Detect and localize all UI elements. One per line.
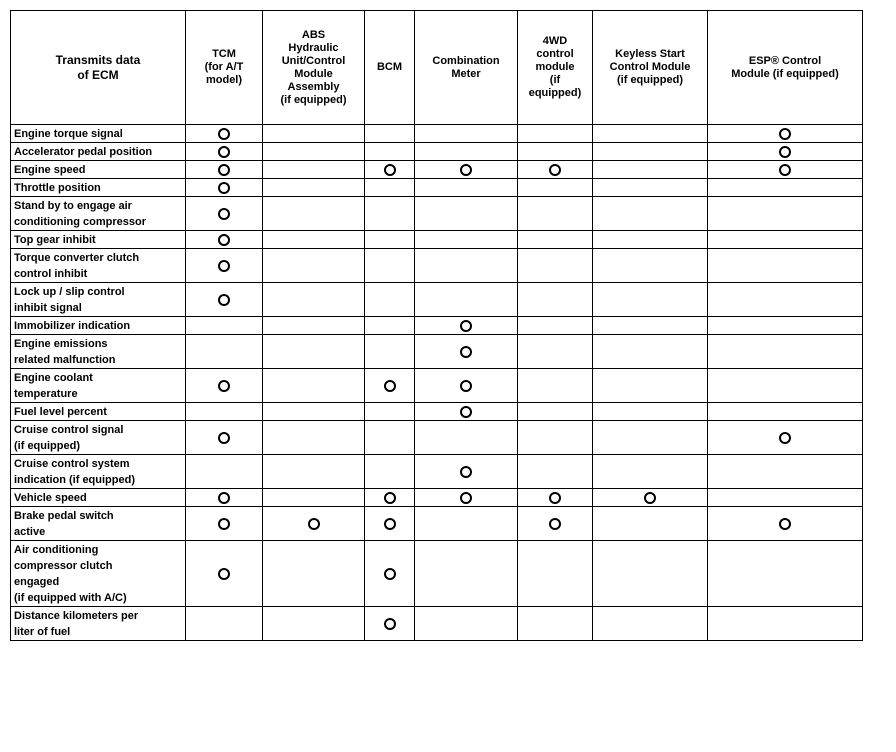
table-cell: [263, 607, 365, 641]
table-cell: [518, 283, 593, 317]
table-cell: [518, 489, 593, 507]
table-row: [11, 317, 863, 335]
circle-mark-icon: [384, 568, 396, 580]
column-header-transmits-data: Transmits data of ECM: [11, 11, 186, 125]
table-cell: [415, 143, 518, 161]
table-cell: [186, 197, 263, 231]
table-cell: [518, 161, 593, 179]
circle-mark-icon: [308, 518, 320, 530]
table-cell: [593, 179, 708, 197]
table-cell: [415, 335, 518, 369]
table-cell: [518, 197, 593, 231]
table-cell: [415, 179, 518, 197]
row-label: Immobilizer indication: [11, 317, 186, 335]
table-cell: [518, 317, 593, 335]
row-label: Accelerator pedal position: [11, 143, 186, 161]
table-cell: [263, 283, 365, 317]
table-row: [11, 125, 863, 143]
table-cell: [593, 125, 708, 143]
table-row: [11, 489, 863, 507]
circle-mark-icon: [384, 164, 396, 176]
table-cell: [186, 179, 263, 197]
table-cell: [593, 489, 708, 507]
circle-mark-icon: [779, 128, 791, 140]
table-cell: [518, 507, 593, 541]
table-cell: [518, 607, 593, 641]
column-header-esp: ESP® Control Module (if equipped): [708, 11, 863, 125]
circle-mark-icon: [218, 128, 230, 140]
table-cell: [263, 403, 365, 421]
table-cell: [365, 125, 415, 143]
table-cell: [415, 507, 518, 541]
table-cell: [708, 125, 863, 143]
circle-mark-icon: [549, 164, 561, 176]
table-row: [11, 249, 863, 283]
table-cell: [365, 335, 415, 369]
table-cell: [708, 231, 863, 249]
table-cell: [593, 369, 708, 403]
table-cell: [518, 369, 593, 403]
circle-mark-icon: [384, 492, 396, 504]
column-header-bcm: BCM: [365, 11, 415, 125]
table-cell: [186, 161, 263, 179]
row-label: Vehicle speed: [11, 489, 186, 507]
table-cell: [415, 541, 518, 607]
table-row: [11, 161, 863, 179]
table-cell: [186, 507, 263, 541]
circle-mark-icon: [460, 492, 472, 504]
table-cell: [708, 283, 863, 317]
table-cell: [593, 283, 708, 317]
table-cell: [708, 541, 863, 607]
table-cell: [365, 403, 415, 421]
table-cell: [593, 607, 708, 641]
circle-mark-icon: [218, 568, 230, 580]
table-body: [11, 125, 863, 641]
table-cell: [415, 317, 518, 335]
table-cell: [518, 455, 593, 489]
table-cell: [365, 179, 415, 197]
table-cell: [415, 125, 518, 143]
table-row: [11, 197, 863, 231]
circle-mark-icon: [779, 432, 791, 444]
table-cell: [415, 421, 518, 455]
table-cell: [365, 197, 415, 231]
table-cell: [263, 507, 365, 541]
table-cell: [263, 421, 365, 455]
table-row: [11, 369, 863, 403]
column-header-combination-meter: Combination Meter: [415, 11, 518, 125]
table-cell: [593, 197, 708, 231]
circle-mark-icon: [460, 380, 472, 392]
row-label: Distance kilometers per liter of fuel: [11, 607, 186, 641]
row-label: Torque converter clutch control inhibit: [11, 249, 186, 283]
table-cell: [365, 283, 415, 317]
table-row: [11, 335, 863, 369]
table-cell: [415, 197, 518, 231]
table-cell: [365, 607, 415, 641]
table-cell: [415, 231, 518, 249]
table-cell: [415, 607, 518, 641]
table-row: [11, 455, 863, 489]
table-cell: [708, 197, 863, 231]
table-header: [11, 11, 863, 125]
table-row: [11, 143, 863, 161]
table-cell: [263, 335, 365, 369]
table-cell: [593, 161, 708, 179]
header-row: [11, 11, 863, 125]
column-header-tcm: TCM (for A/T model): [186, 11, 263, 125]
table-cell: [186, 125, 263, 143]
table-cell: [186, 607, 263, 641]
table-cell: [708, 179, 863, 197]
table-cell: [263, 143, 365, 161]
circle-mark-icon: [460, 320, 472, 332]
table-cell: [365, 317, 415, 335]
table-row: [11, 179, 863, 197]
table-cell: [415, 249, 518, 283]
table-cell: [708, 369, 863, 403]
column-header-keyless-start: Keyless Start Control Module (if equipped): [593, 11, 708, 125]
table-cell: [518, 421, 593, 455]
table-cell: [365, 507, 415, 541]
circle-mark-icon: [779, 518, 791, 530]
column-header-4wd: 4WD control module (if equipped): [518, 11, 593, 125]
table-cell: [186, 143, 263, 161]
row-label: Engine torque signal: [11, 125, 186, 143]
table-cell: [415, 403, 518, 421]
table-cell: [415, 369, 518, 403]
table-cell: [708, 607, 863, 641]
table-cell: [365, 161, 415, 179]
table-cell: [186, 317, 263, 335]
table-cell: [415, 489, 518, 507]
row-label: Engine coolant temperature: [11, 369, 186, 403]
table-cell: [593, 335, 708, 369]
circle-mark-icon: [218, 380, 230, 392]
table-cell: [365, 369, 415, 403]
table-cell: [415, 161, 518, 179]
circle-mark-icon: [218, 182, 230, 194]
circle-mark-icon: [218, 492, 230, 504]
column-header-abs: ABS Hydraulic Unit/Control Module Assembly (if equipped): [263, 11, 365, 125]
table-cell: [263, 249, 365, 283]
circle-mark-icon: [460, 466, 472, 478]
table-cell: [593, 231, 708, 249]
table-row: [11, 421, 863, 455]
circle-mark-icon: [218, 146, 230, 158]
table-cell: [593, 143, 708, 161]
table-cell: [263, 197, 365, 231]
table-cell: [708, 317, 863, 335]
ecm-data-matrix-table: [10, 10, 863, 641]
circle-mark-icon: [460, 346, 472, 358]
table-cell: [263, 455, 365, 489]
row-label: Fuel level percent: [11, 403, 186, 421]
table-cell: [708, 507, 863, 541]
circle-mark-icon: [218, 234, 230, 246]
table-cell: [593, 455, 708, 489]
row-label: Cruise control system indication (if equipped): [11, 455, 186, 489]
table-cell: [518, 231, 593, 249]
table-cell: [593, 317, 708, 335]
table-cell: [186, 489, 263, 507]
table-cell: [263, 541, 365, 607]
circle-mark-icon: [384, 380, 396, 392]
table-cell: [263, 369, 365, 403]
table-cell: [365, 143, 415, 161]
row-label: Brake pedal switch active: [11, 507, 186, 541]
row-label: Throttle position: [11, 179, 186, 197]
table-row: [11, 541, 863, 607]
table-cell: [263, 125, 365, 143]
table-cell: [365, 541, 415, 607]
table-cell: [518, 403, 593, 421]
circle-mark-icon: [460, 406, 472, 418]
table-cell: [186, 369, 263, 403]
table-row: [11, 507, 863, 541]
row-label: Cruise control signal (if equipped): [11, 421, 186, 455]
circle-mark-icon: [779, 146, 791, 158]
table-cell: [186, 541, 263, 607]
table-cell: [708, 421, 863, 455]
circle-mark-icon: [384, 518, 396, 530]
table-cell: [593, 249, 708, 283]
table-cell: [263, 179, 365, 197]
circle-mark-icon: [644, 492, 656, 504]
table-cell: [593, 541, 708, 607]
table-cell: [263, 231, 365, 249]
table-cell: [518, 179, 593, 197]
circle-mark-icon: [218, 260, 230, 272]
row-label: Lock up / slip control inhibit signal: [11, 283, 186, 317]
table-cell: [708, 489, 863, 507]
table-cell: [186, 403, 263, 421]
table-cell: [518, 249, 593, 283]
circle-mark-icon: [460, 164, 472, 176]
table-cell: [708, 249, 863, 283]
row-label: Engine speed: [11, 161, 186, 179]
table-row: [11, 231, 863, 249]
row-label: Air conditioning compressor clutch engaged (if equipped with A/C): [11, 541, 186, 607]
table-cell: [365, 231, 415, 249]
table-cell: [365, 249, 415, 283]
circle-mark-icon: [218, 294, 230, 306]
circle-mark-icon: [549, 492, 561, 504]
table-cell: [186, 455, 263, 489]
table-cell: [708, 161, 863, 179]
table-cell: [415, 283, 518, 317]
table-cell: [518, 125, 593, 143]
circle-mark-icon: [218, 208, 230, 220]
circle-mark-icon: [779, 164, 791, 176]
table-cell: [186, 249, 263, 283]
circle-mark-icon: [384, 618, 396, 630]
table-cell: [708, 403, 863, 421]
table-cell: [518, 335, 593, 369]
table-cell: [518, 541, 593, 607]
table-cell: [708, 335, 863, 369]
table-cell: [708, 455, 863, 489]
table-cell: [708, 143, 863, 161]
table-cell: [365, 489, 415, 507]
table-row: [11, 403, 863, 421]
table-row: [11, 607, 863, 641]
table-cell: [593, 421, 708, 455]
table-cell: [186, 231, 263, 249]
table-cell: [186, 421, 263, 455]
table-row: [11, 283, 863, 317]
table-cell: [263, 161, 365, 179]
table-cell: [186, 283, 263, 317]
table-cell: [263, 317, 365, 335]
table-cell: [593, 507, 708, 541]
row-label: Engine emissions related malfunction: [11, 335, 186, 369]
circle-mark-icon: [549, 518, 561, 530]
table-cell: [518, 143, 593, 161]
table-cell: [365, 421, 415, 455]
circle-mark-icon: [218, 164, 230, 176]
table-cell: [263, 489, 365, 507]
row-label: Top gear inhibit: [11, 231, 186, 249]
circle-mark-icon: [218, 518, 230, 530]
circle-mark-icon: [218, 432, 230, 444]
table-cell: [365, 455, 415, 489]
table-cell: [186, 335, 263, 369]
table-cell: [415, 455, 518, 489]
row-label: Stand by to engage air conditioning compressor: [11, 197, 186, 231]
table-cell: [593, 403, 708, 421]
